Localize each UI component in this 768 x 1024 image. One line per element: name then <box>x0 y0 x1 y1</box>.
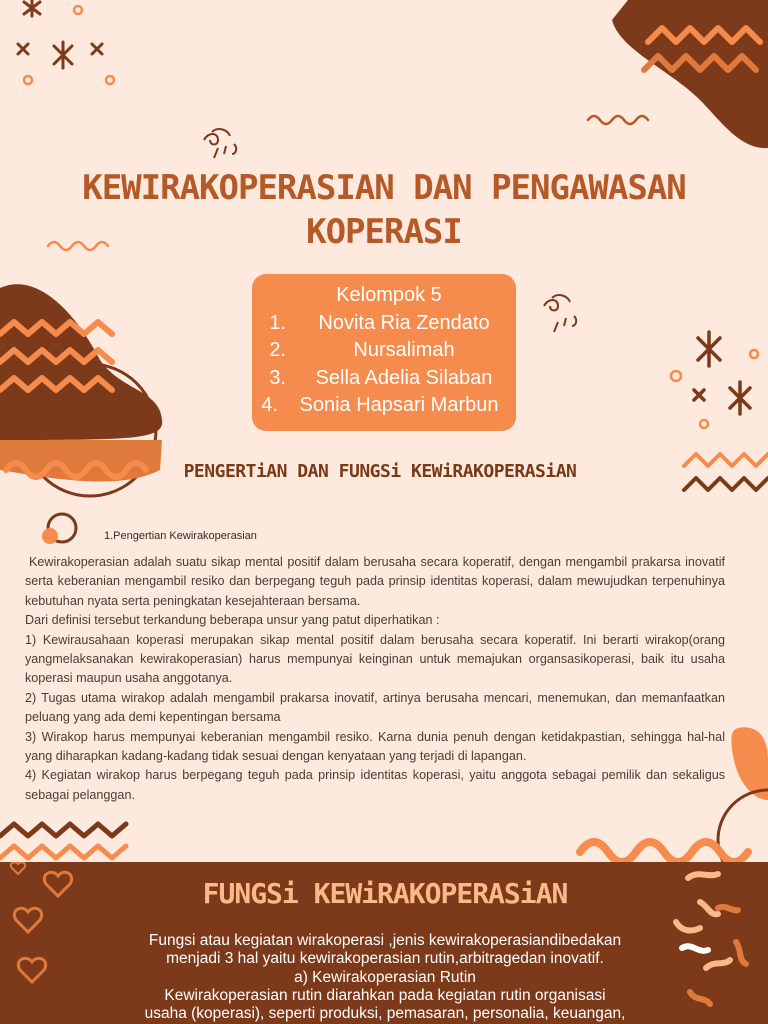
right-lower-wave <box>580 842 748 862</box>
member-number: 4. <box>261 394 278 416</box>
fungsi-line: Fungsi atau kegiatan wirakoperasi ,jenis kewirakoperasiandibedakan <box>148 932 622 949</box>
heart-icon <box>11 862 26 874</box>
member-row-2 <box>252 337 516 365</box>
group-members-box <box>252 274 516 431</box>
member-number: 2. <box>269 339 286 361</box>
left-zigzags <box>0 322 112 390</box>
top-left-dots <box>24 6 114 84</box>
heart-icon <box>18 958 45 982</box>
group-label: Kelompok 5 <box>336 284 442 306</box>
paragraph-point-2: 2) Tugas utama wirakop adalah mengambil prakarsa inovatif, artinya berusaha mencari, menemukan, dan memanfaatkan peluang yang ada demi kepentingan bersama <box>25 690 725 725</box>
member-name: Sonia Hapsari Marbun <box>299 394 499 416</box>
top-left-stars <box>18 0 102 68</box>
fungsi-text <box>70 932 700 1023</box>
swirl-right <box>544 295 576 332</box>
paragraph-point-3: 3) Wirakop harus mempunyai keberanian mengambil resiko. Karna dunia penuh dengan ketidakpastian, sehingga hal-hal yang diharapkan kadang-kadang tidak sesuai dengan kenyataan yang terjadi di lapangan. <box>25 729 725 764</box>
fungsi-title: FUNGSi KEWiRAKOPERASiAN <box>202 877 568 910</box>
left-blob <box>0 284 162 440</box>
bottom-left-zigzags <box>0 824 126 858</box>
paragraph-intro: Dari definisi tersebut terkandung beberapa unsur yang patut diperhatikan : <box>25 613 440 628</box>
top-right-blob <box>612 0 768 148</box>
section-body <box>25 553 725 805</box>
right-stars <box>694 332 750 414</box>
squiggle-top <box>588 116 648 124</box>
member-name: Novita Ria Zendato <box>318 311 490 334</box>
paragraph-definition: Kewirakoperasian adalah suatu sikap mental positif dalam berusaha secara koperatif, dengan mengambil prakarsa inovatif serta keberanian mengambil resiko dan berpegang teguh pada prinsip identitas koperasi, dalam mewujudkan terpenuhinya kebutuhan nyata serta peningkatan kesejahteraan bersama. <box>25 555 725 608</box>
fungsi-line: menjadi 3 hal yaitu kewirakoperasian rutin,arbitragedan inovatif. <box>166 950 604 968</box>
right-lower-blob <box>731 727 768 800</box>
swirl-top <box>204 129 236 158</box>
member-name: Nursalimah <box>353 339 455 361</box>
member-number: 1. <box>269 311 286 334</box>
member-name: Sella Adelia Silaban <box>315 366 493 389</box>
heart-icon <box>44 872 71 896</box>
member-row-1 <box>252 310 516 338</box>
fungsi-line: a) Kewirakoperasian Rutin <box>294 968 476 986</box>
paragraph-point-1: 1) Kewirausahaan koperasi merupakan sikap mental positif dalam berusaha secara koperatif. Ini berarti wirakop(orang yangmelaksanakan kewirakoperasian) harus mempunyai keinginan untuk memajukan organsasikoperasi, baik itu usaha koperasi maupun usaha anggotanya. <box>25 632 725 686</box>
member-number: 3. <box>269 366 286 389</box>
bullet-circle-fill <box>42 528 58 544</box>
member-row-4 <box>252 392 516 420</box>
bullet-circle-outline <box>48 514 76 542</box>
heart-icon <box>14 908 41 932</box>
right-dots <box>671 350 758 428</box>
member-row-3 <box>252 365 516 393</box>
fungsi-section <box>0 862 768 1024</box>
title-line-2: KOPERASI <box>306 212 462 252</box>
section-heading: 1.Pengertian Kewirakoperasian <box>104 530 257 542</box>
top-right-zigzags <box>644 28 760 70</box>
title-line-1: KEWIRAKOPERASIAN DAN PENGAWASAN <box>82 168 686 208</box>
page-title <box>20 166 748 254</box>
paragraph-point-4: 4) Kegiatan wirakop harus berpegang teguh pada prinsip identitas koperasi, yaitu anggota sebagai pemilik dan sekaligus sebagai pelanggan. <box>25 768 725 802</box>
fungsi-line: Kewirakoperasian rutin diarahkan pada kegiatan rutin organisasi <box>164 986 606 1004</box>
fungsi-line: usaha (koperasi), seperti produksi, pemasaran, personalia, keuangan, <box>144 1005 626 1023</box>
section-title: PENGERTiAN DAN FUNGSi KEWiRAKOPERASiAN <box>183 461 577 482</box>
right-zigzags <box>684 454 768 490</box>
